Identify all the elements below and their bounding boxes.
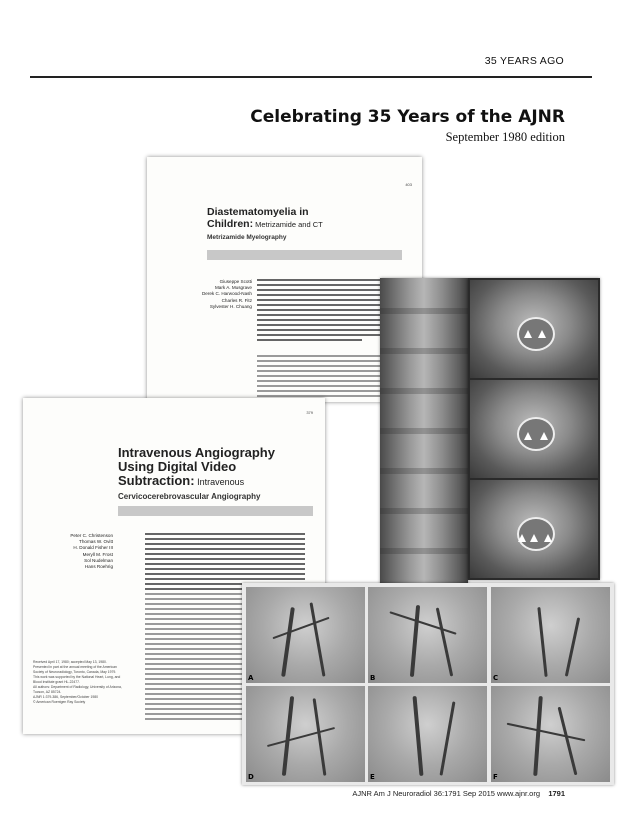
article-title-bold: Subtraction:	[118, 473, 195, 488]
footnote: © American Roentgen Ray Society	[33, 699, 86, 704]
author: Mark A. Musgrave	[214, 285, 252, 291]
page-footer	[0, 789, 620, 803]
panel-label: F	[493, 773, 498, 781]
author: Thomas W. Ovitt	[79, 539, 113, 545]
ct-image	[470, 380, 598, 478]
feature-title: Celebrating 35 Years of the AJNR	[250, 107, 565, 127]
author: Meryll M. Frost	[82, 551, 113, 557]
panel-label: A	[248, 674, 254, 682]
author: Peter C. Christenson	[70, 533, 113, 538]
angiogram-panel-d	[246, 686, 365, 782]
author-list	[33, 533, 113, 570]
ct-image	[470, 480, 598, 578]
myelogram-image	[380, 278, 468, 610]
author-list	[167, 279, 252, 310]
article-title-line1: Intravenous Angiography	[118, 445, 275, 460]
author: Derek C. Harwood-Nash	[201, 291, 252, 297]
article-title-line2: Using Digital Video	[118, 459, 237, 474]
footnotes	[33, 660, 128, 704]
angiogram-panel-b	[368, 587, 487, 683]
panel-label: E	[370, 773, 375, 781]
author: Sol Nudelman	[84, 557, 113, 563]
author: H. Donald Fisher III	[73, 545, 113, 551]
section-label: 35 YEARS AGO	[484, 55, 564, 67]
footnote: Received April 17, 1980; accepted May 13, 1980.	[33, 660, 107, 664]
page-number: 403	[405, 182, 412, 187]
article-title-line3	[118, 474, 244, 488]
footnote: This work was supported by the National Heart, Lung, and Blood Institute grant HL-22477.	[33, 674, 121, 684]
footer-citation: AJNR Am J Neuroradiol 36:1791 Sep 2015 www.ajnr.org	[352, 789, 540, 798]
angiography-figure	[242, 583, 614, 785]
title-bar	[207, 250, 402, 260]
angiogram-panel-f	[491, 686, 610, 782]
article-title-bold: Children:	[207, 218, 254, 230]
page-number: 379	[306, 410, 313, 415]
panel-label: C	[493, 674, 499, 682]
footer-page-number: 1791	[548, 789, 565, 798]
article-title-rest: Metrizamide and CT	[253, 220, 323, 229]
article-title-line2	[207, 219, 323, 230]
article-title-rest: Intravenous	[194, 477, 245, 487]
footnote: AJNR 1:379-386, September/October 1980	[33, 694, 99, 699]
title-bar	[118, 506, 313, 516]
footnote: Presented in part at the annual meeting of the American Society of Neuroradiology, Toronto, Canada, May 1979.	[33, 664, 117, 674]
footnote: All authors: Department of Radiology, University of Arizona, Tucson, AZ 85724.	[33, 684, 122, 694]
author: Hans Roehrig	[84, 563, 113, 569]
panel-label: D	[248, 773, 254, 781]
feature-subtitle: September 1980 edition	[445, 130, 565, 144]
angiogram-panel-a	[246, 587, 365, 683]
ct-image-column	[468, 278, 600, 580]
article-subtitle: Cervicocerebrovascular Angiography	[118, 492, 261, 501]
article-subtitle: Metrizamide Myelography	[207, 234, 287, 241]
header-rule	[30, 76, 592, 78]
article-title-line1: Diastematomyelia in	[207, 206, 309, 218]
author: Giuseppe Scotti	[219, 279, 252, 284]
author: Charles R. Fitz	[221, 297, 252, 303]
author: Sylvester H. Chuang	[209, 303, 252, 309]
ct-image	[470, 280, 598, 378]
angiogram-panel-e	[368, 686, 487, 782]
panel-label: B	[370, 674, 376, 682]
angiogram-panel-c	[491, 587, 610, 683]
